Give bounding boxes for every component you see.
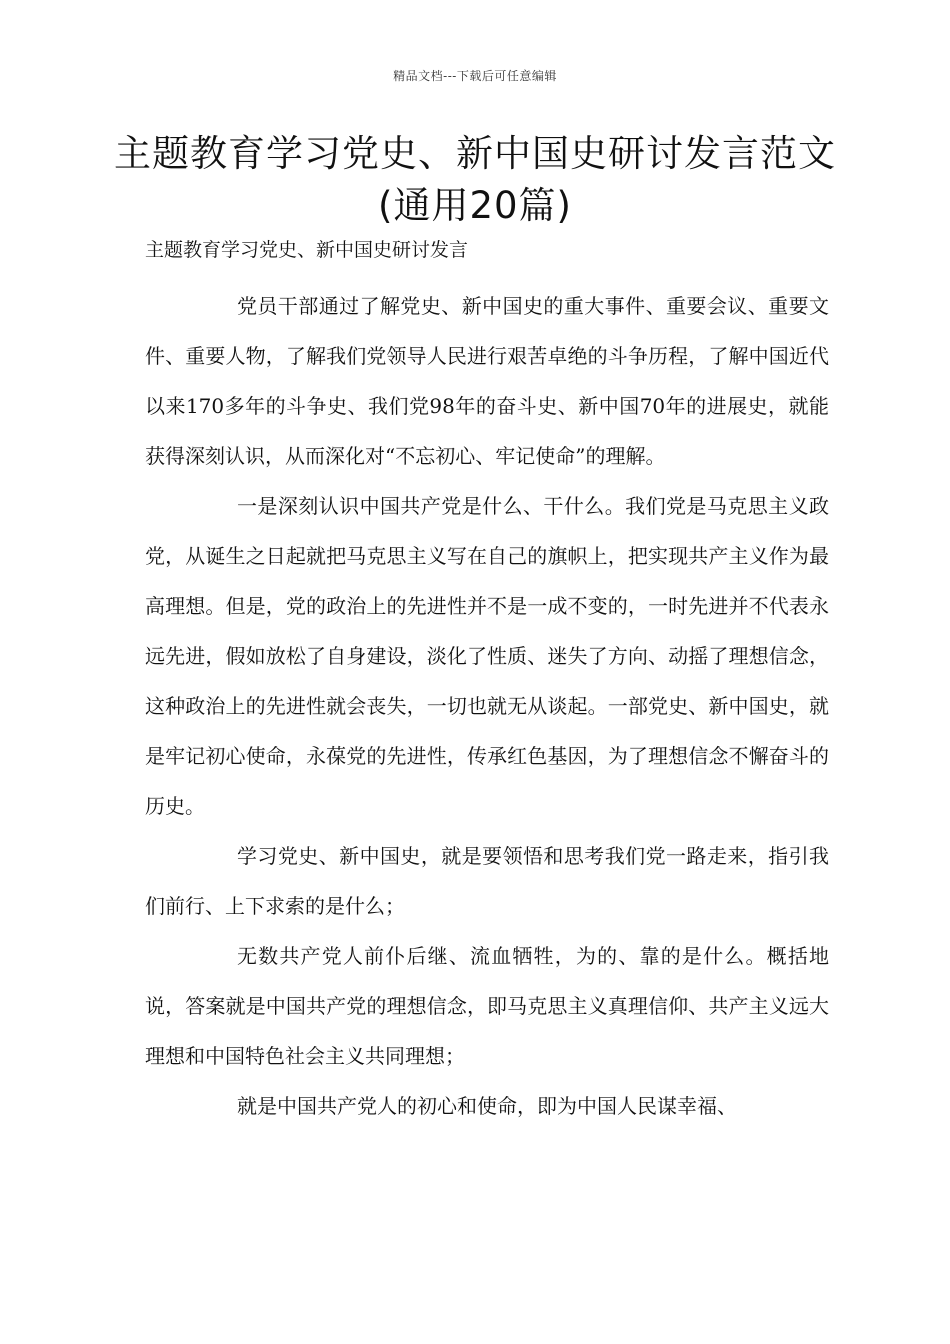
document-title: 主题教育学习党史、新中国史研讨发言范文(通用20篇) [114, 132, 836, 227]
paragraph-3: 学习党史、新中国史，就是要领悟和思考我们党一路走来，指引我们前行、上下求索的是什么； [145, 844, 829, 918]
document-subtitle: 主题教育学习党史、新中国史研讨发言 [145, 239, 469, 261]
paragraph-2: 一是深刻认识中国共产党是什么、干什么。我们党是马克思主义政党，从诞生之日起就把马克思主义写在自己的旗帜上，把实现共产主义作为最高理想。但是，党的政治上的先进性并不是一成不变的，一时先进并不代表永远先进，假如放松了自身建设，淡化了性质、迷失了方向、动摇了理想信念，这种政治上的先进性就会丧失，一切也就无从谈起。一部党史、新中国史，就是牢记初心使命，永葆党的先进性，传承红色基因，为了理想信念不懈奋斗的历史。 [145, 494, 829, 818]
running-header: 精品文档---下载后可任意编辑 [393, 69, 557, 83]
paragraph-1: 党员干部通过了解党史、新中国史的重大事件、重要会议、重要文件、重要人物，了解我们党领导人民进行艰苦卓绝的斗争历程，了解中国近代以来170多年的斗争史、我们党98年的奋斗史、新中国70年的进展史，就能获得深刻认识，从而深化对“不忘初心、牢记使命”的理解。 [145, 294, 829, 468]
paragraph-4: 无数共产党人前仆后继、流血牺牲，为的、靠的是什么。概括地说，答案就是中国共产党的理想信念，即马克思主义真理信仰、共产主义远大理想和中国特色社会主义共同理想； [145, 944, 829, 1068]
paragraph-5: 就是中国共产党人的初心和使命，即为中国人民谋幸福、 [237, 1094, 737, 1118]
document-body [145, 281, 829, 1131]
